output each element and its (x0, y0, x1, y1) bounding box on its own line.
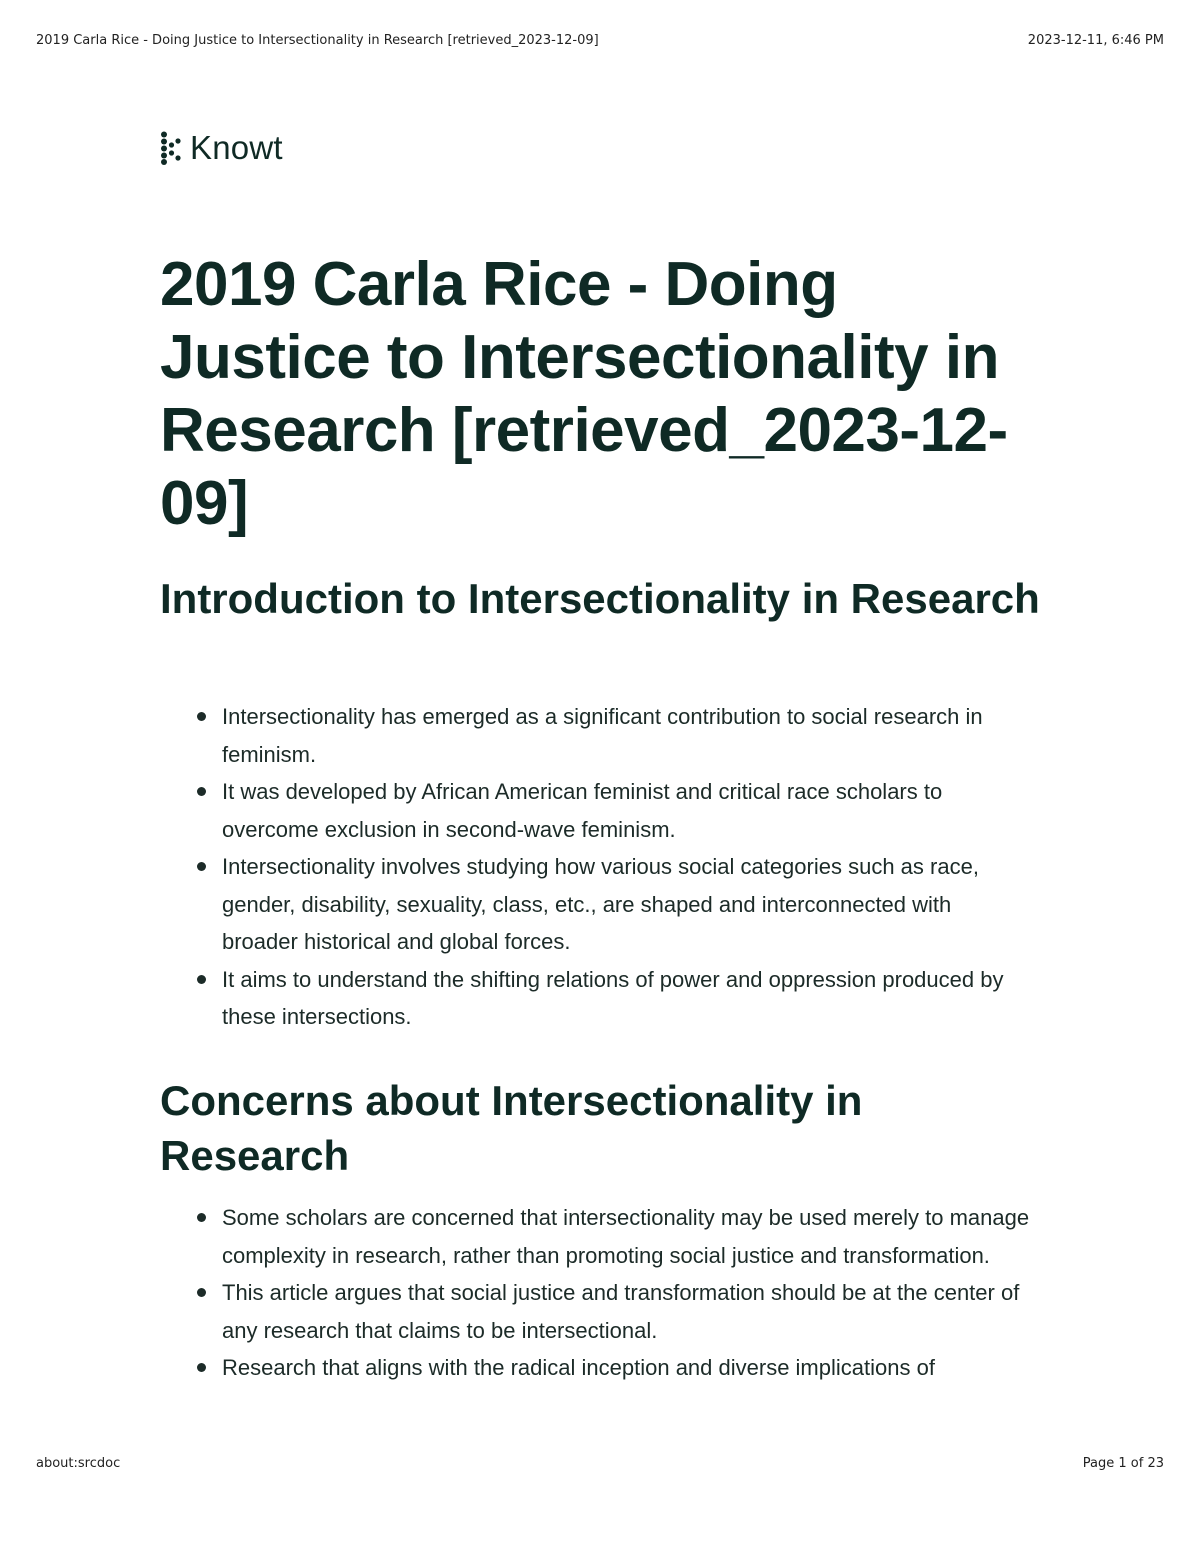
bullet-dot-icon (197, 712, 206, 721)
bullet-dot-icon (197, 787, 206, 796)
bullet-dot-icon (197, 1363, 206, 1372)
list-item-text: Some scholars are concerned that intersectionality may be used merely to manage complexity in research, rather than promoting social justice and transformation. (222, 1205, 1030, 1268)
bullet-dot-icon (197, 1213, 206, 1222)
list-item-text: It was developed by African American feminist and critical race scholars to overcome exclusion in second-wave feminism. (222, 779, 943, 842)
print-header (36, 33, 1164, 53)
section-heading-introduction: Introduction to Intersectionality in Research (160, 575, 1040, 622)
list-item (222, 773, 1032, 848)
knowt-logo[interactable] (160, 128, 283, 168)
knowt-dots-logo-icon (160, 131, 182, 165)
section-heading-concerns: Concerns about Intersectionality in Research (160, 1077, 863, 1179)
list-item-text: Intersectionality involves studying how various social categories such as race, gender, disability, sexuality, class, etc., are shaped and interconnected with broader historical and global forces. (222, 854, 979, 954)
list-item-text: This article argues that social justice and transformation should be at the center of any research that claims to be intersectional. (222, 1280, 1020, 1343)
list-item (222, 698, 1032, 773)
bullet-dot-icon (197, 975, 206, 984)
document-title: 2019 Carla Rice - Doing Justice to Intersectionality in Research [retrieved_2023-12-09] (160, 250, 1008, 538)
print-header-timestamp: 2023-12-11, 6:46 PM (1027, 33, 1164, 48)
list-item-text: It aims to understand the shifting relations of power and oppression produced by these intersections. (222, 966, 1004, 1029)
list-item (222, 1349, 1032, 1387)
list-item-text: Intersectionality has emerged as a significant contribution to social research in feminism. (222, 704, 983, 767)
list-item (222, 1274, 1032, 1349)
list-item (222, 848, 1032, 961)
print-footer (36, 1456, 1164, 1476)
print-footer-url: about:srcdoc (36, 1456, 121, 1471)
list-item (222, 961, 1032, 1036)
list-item-text: Research that aligns with the radical inception and diverse implications of (222, 1355, 935, 1380)
list-item (222, 1199, 1032, 1274)
section-bullet-list-introduction (222, 698, 1032, 1036)
section-bullet-list-concerns (222, 1199, 1032, 1387)
bullet-dot-icon (197, 862, 206, 871)
page-number: Page 1 of 23 (1082, 1456, 1164, 1471)
bullet-dot-icon (197, 1288, 206, 1297)
logo-text: Knowt (190, 129, 283, 166)
print-header-title: 2019 Carla Rice - Doing Justice to Intersectionality in Research [retrieved_2023-12-09] (36, 33, 599, 48)
